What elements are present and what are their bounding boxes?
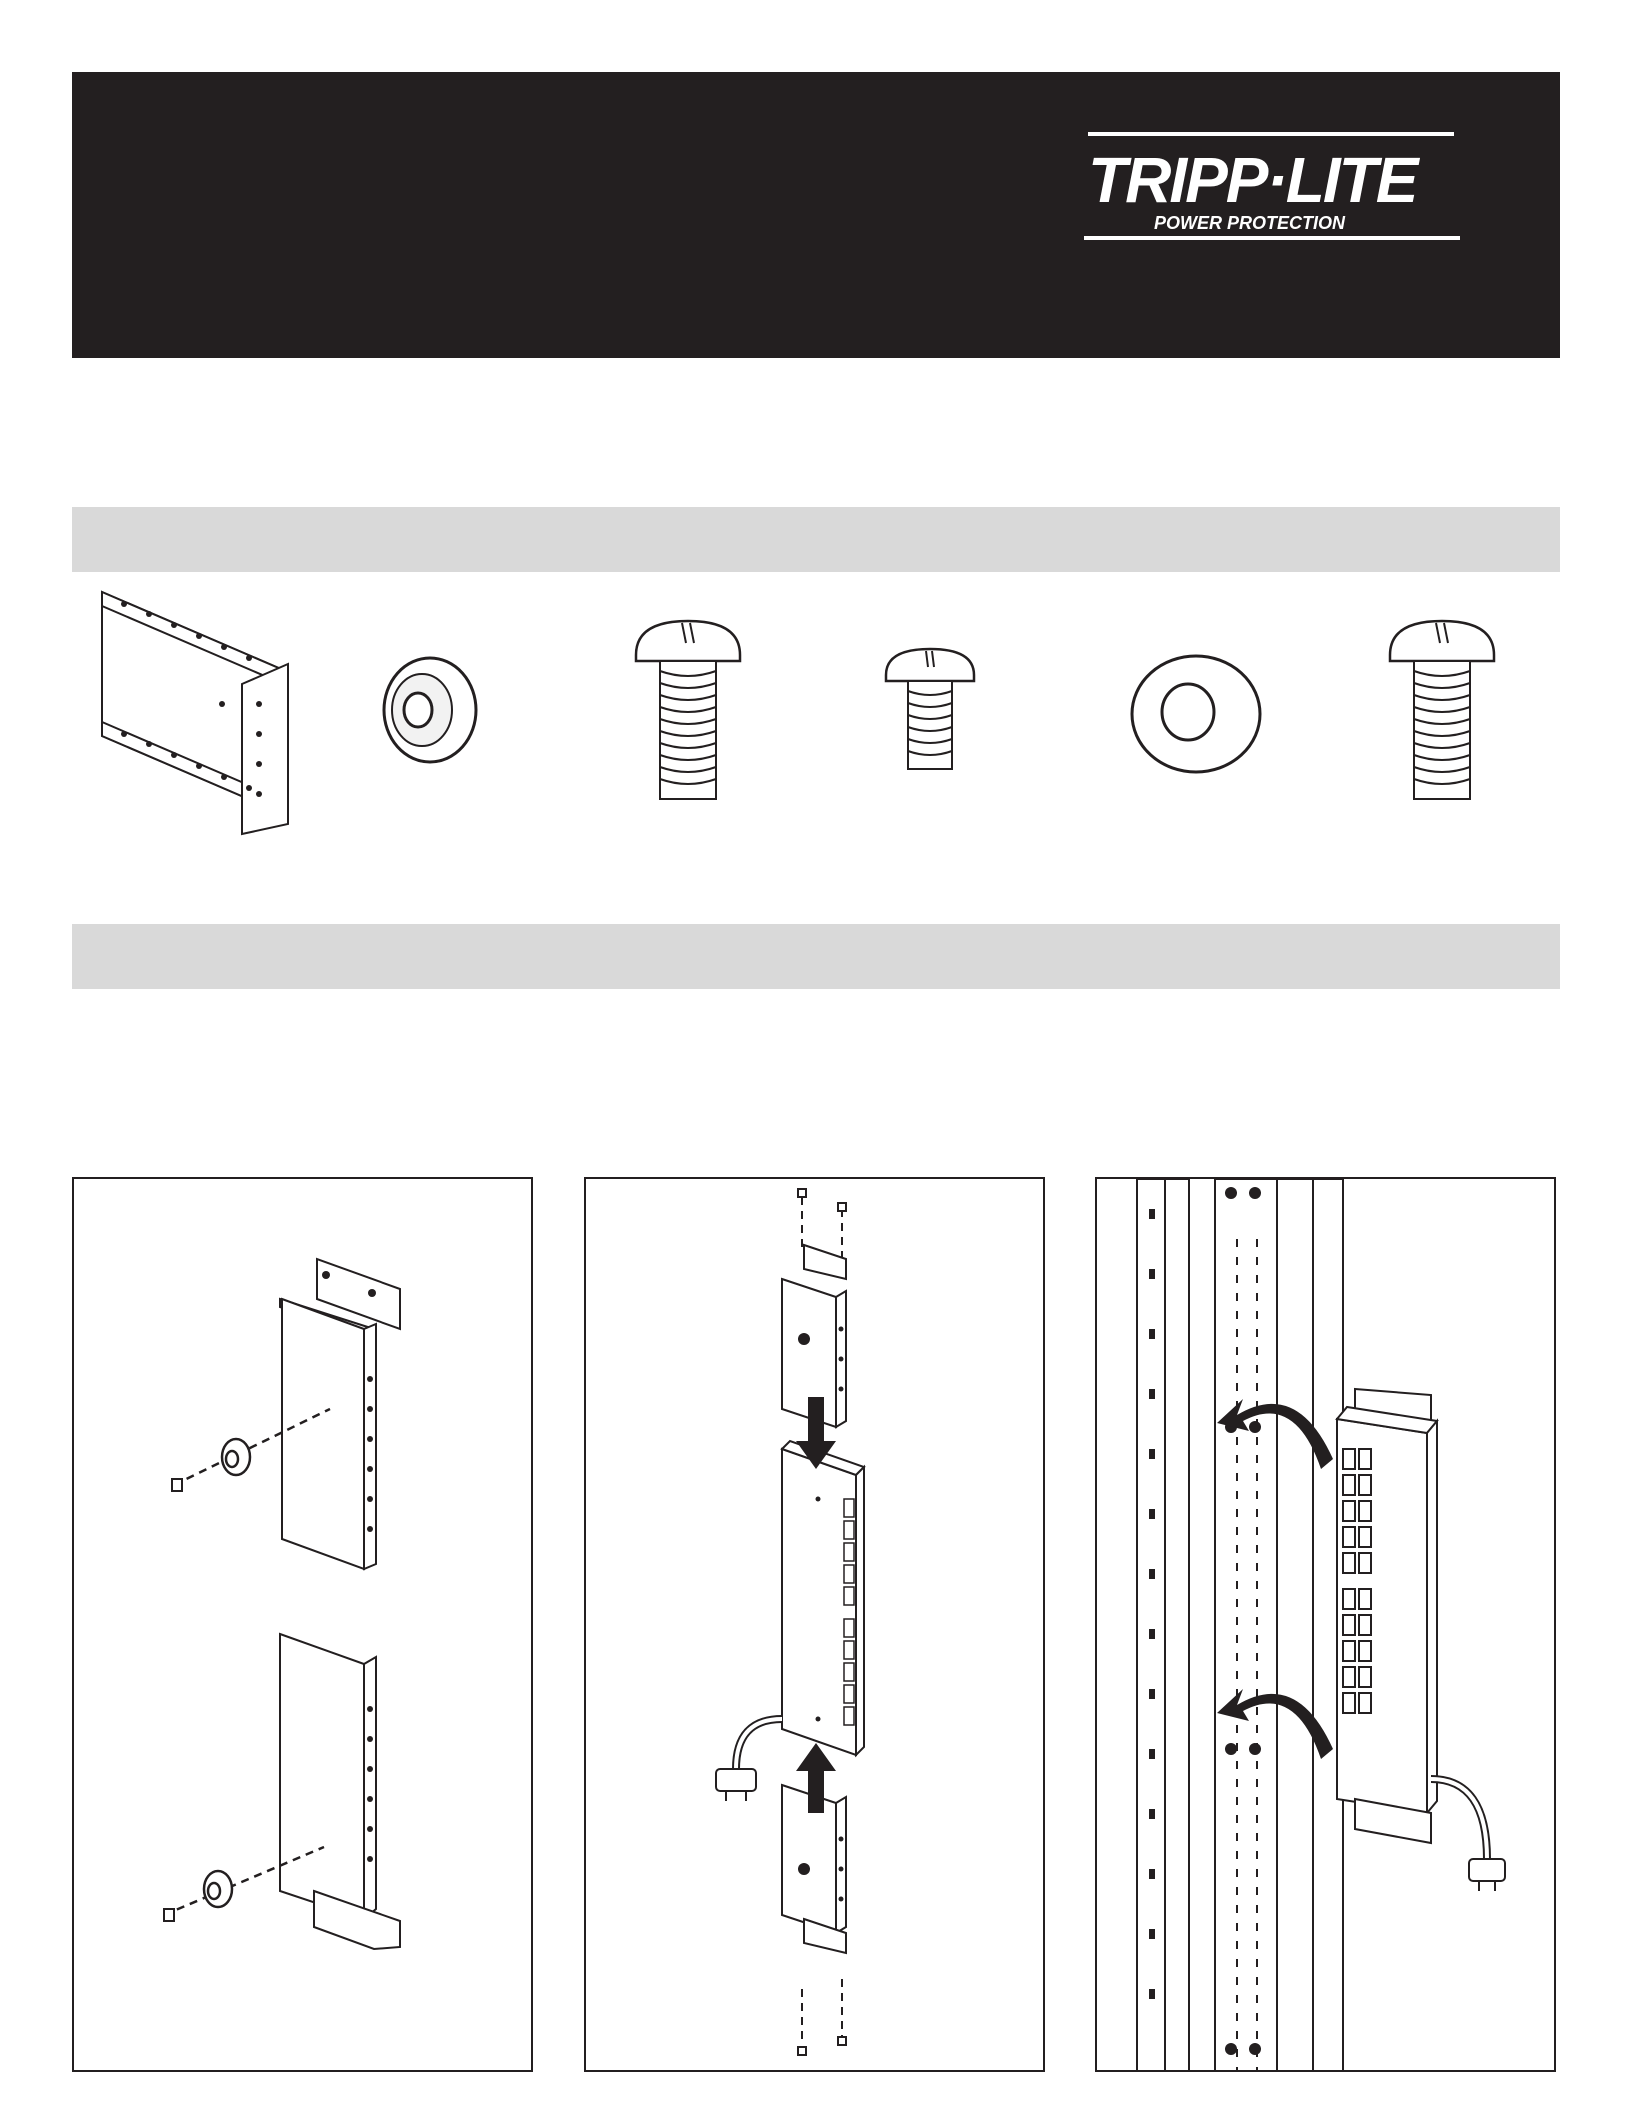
figure-step-3: [1095, 1177, 1556, 2072]
logo-tagline: POWER PROTECTION: [1154, 213, 1346, 233]
figure-step-1: [72, 1177, 533, 2072]
bracket-assembly-icon: [74, 1179, 533, 2072]
washer-icon: [1128, 652, 1264, 776]
large-screw-icon: [1384, 615, 1500, 805]
figure-step-2: [584, 1177, 1045, 2072]
pdu-slide-icon: [586, 1179, 1045, 2072]
section-bar-package-contents: [72, 507, 1560, 572]
rack-mount-icon: [1097, 1179, 1556, 2072]
mounting-bracket-icon: [94, 584, 298, 836]
logo-wordmark: TRIPP·LITE: [1088, 144, 1417, 216]
small-screw-icon: [882, 645, 978, 775]
section-bar-installation: [72, 924, 1560, 989]
grommet-icon: [380, 655, 480, 765]
large-screw-icon: [630, 615, 746, 805]
tripp-lite-logo: [1082, 126, 1462, 250]
